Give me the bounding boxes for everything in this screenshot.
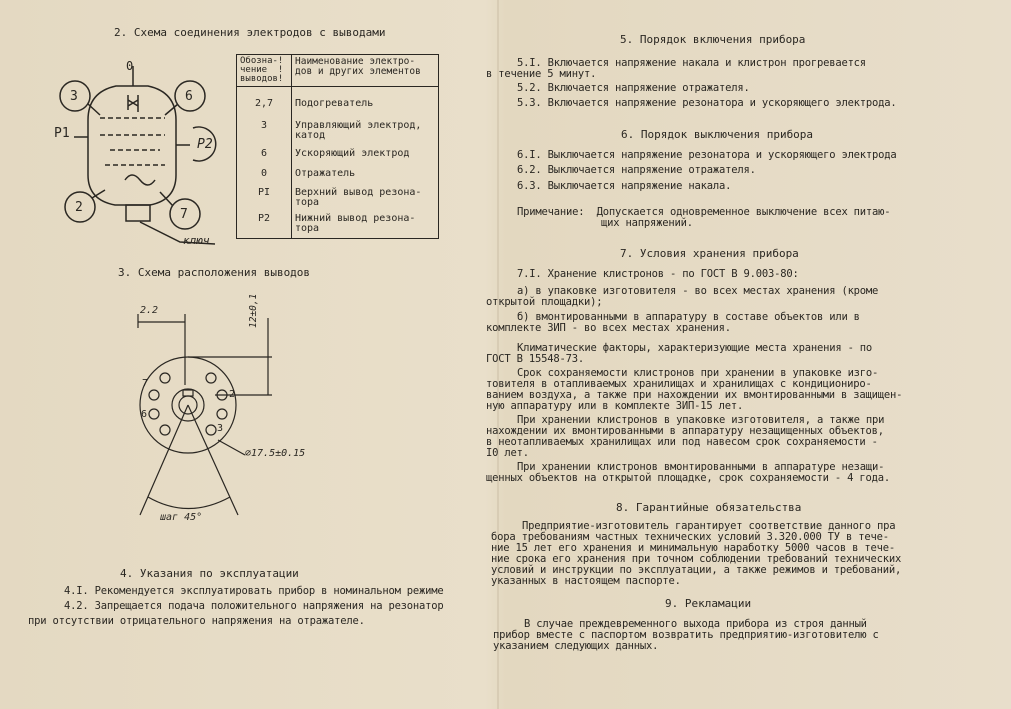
warranty-2: бора требованиям частных технических условий З.320.000 ТУ в тече- [491,531,889,543]
pin-label-3: 3 [70,89,78,104]
step-label: шаг 45° [160,512,203,523]
base-pin-6: 6 [141,409,148,420]
dim-top-label: 2.2 [140,305,159,316]
climate-1: Климатические факторы, характеризующие места хранения - по [517,342,873,354]
para-7-a1: а) в упаковке изготовителя - во всех местах хранения (кроме [517,285,879,297]
table-cell: Р2 [237,210,292,239]
para-7-b1: б) вмонтированными в аппаратуру в составе объектов или в [517,311,860,323]
claims-1: В случае преждевременного выхода прибора из строя данный [524,618,867,630]
table-cell: 3 [237,115,292,143]
section-6-title: 6. Порядок выключения прибора [621,128,814,141]
table-cell: PI [237,181,292,210]
table-row [237,87,439,116]
table-cell: Управляющий электрод, катод [292,115,439,143]
claims-2: прибор вместе с паспортом возвратить предприятию-изготовителю с [493,629,879,641]
table-cell: Подогреватель [292,87,439,116]
storage-3: в неотапливаемых хранилищах или под навесом срок сохраняемости - [486,436,878,448]
warranty-5: условий и инструкции по эксплуатации, а также режимов и требований, [491,564,902,576]
table-row [237,161,439,181]
warranty-4: ние срока его хранения при точном соблюдении требований технических [491,553,902,565]
para-7-1: 7.I. Хранение клистронов - по ГОСТ В 9.003-80: [517,268,799,280]
para-6-3: 6.3. Выключается напряжение накала. [517,180,732,192]
table-row [237,115,439,143]
warranty-3: ние 15 лет его хранения и минимальную наработку 5000 часов в тече- [491,542,896,554]
storage-2: нахождении их вмонтированными в аппаратуру незащищенных объектов, [486,425,884,437]
shelf-life-3: ванием воздуха, а также при нахождении их вмонтированными в защищен- [486,389,903,401]
warranty-6: указанных в настоящем паспорте. [491,575,681,587]
dim-diameter-label: ⌀17.5±0.15 [245,448,306,459]
table-cell: 0 [237,161,292,181]
electrode-table [236,54,439,239]
para-5-2: 5.2. Включается напряжение отражателя. [517,82,750,94]
table-cell: Верхний вывод резона- тора [292,181,439,210]
section-7-title: 7. Условия хранения прибора [620,247,799,260]
storage-1: При хранении клистронов в упаковке изготовителя, а также при [517,414,885,426]
section-3-title: 3. Схема расположения выводов [118,266,311,279]
para-6-1: 6.I. Выключается напряжение резонатора и ускоряющего электрода [517,149,897,161]
section-5-title: 5. Порядок включения прибора [620,33,806,46]
table-row [237,210,439,239]
p2-label: P2 [197,137,213,152]
table-cell: Ускоряющий электрод [292,143,439,161]
table-cell: 2,7 [237,87,292,116]
pin-label-2: 2 [75,200,83,215]
para-4-2b: при отсутствии отрицательного напряжения на отражателе. [28,615,365,627]
table-cell: Нижний вывод резона- тора [292,210,439,239]
table-row [237,143,439,161]
section-8-title: 8. Гарантийные обязательства [616,501,802,514]
table-header-cell: Наименование электро- дов и других элементов [292,55,439,87]
para-7-b2: комплекте ЗИП - во всех местах хранения. [486,322,731,334]
shelf-life-2: товителя в отапливаемых хранилищах и хранилищах с кондициониро- [486,378,872,390]
para-4-2a: 4.2. Запрещается подача положительного напряжения на резонатор [64,600,444,612]
para-7-a2: открытой площадки); [486,296,603,308]
outdoor-1: При хранении клистронов вмонтированными в аппаратуре незащи- [517,461,885,473]
para-5-3: 5.3. Включается напряжение резонатора и ускоряющего электрода. [517,97,897,109]
base-pin-7: 7 [142,378,149,389]
shelf-life-1: Срок сохраняемости клистронов при хранении в упаковке изго- [517,367,879,379]
para-4-1: 4.I. Рекомендуется эксплуатировать прибор в номинальном режиме [64,585,444,597]
pin-label-7: 7 [180,207,188,222]
para-6-2: 6.2. Выключается напряжение отражателя. [517,164,756,176]
pin-label-0: 0 [126,59,134,73]
base-pin-3: 3 [217,423,224,434]
p1-label: P1 [54,126,70,141]
key-label: ключ [183,234,210,247]
pin-label-6: 6 [185,89,193,104]
base-pin-2: 2 [229,389,236,400]
table-cell: Отражатель [292,161,439,181]
section-9-title: 9. Рекламации [665,597,752,610]
outdoor-2: щенных объектов на открытой площадке, срок сохраняемости - 4 года. [486,472,891,484]
climate-2: ГОСТ В 15548-73. [486,353,584,365]
section-4-title: 4. Указания по эксплуатации [120,567,299,580]
warranty-1: Предприятие-изготовитель гарантирует соответствие данного пра [522,520,896,532]
dim-right-label: 12±0,1 [248,293,259,328]
storage-4: I0 лет. [486,447,529,459]
para-5-1a: 5.I. Включается напряжение накала и клистрон прогревается [517,57,866,69]
para-5-1b: в течение 5 минут. [486,68,597,80]
table-cell: 6 [237,143,292,161]
table-header-cell: Обозна-! чение ! выводов! [237,55,292,87]
table-row [237,181,439,210]
note-line-1: Примечание: Допускается одновременное выключение всех питаю- [517,206,891,218]
note-line-2: щих напряжений. [601,217,693,229]
section-2-title: 2. Схема соединения электродов с выводами [114,26,386,39]
table-header [237,55,439,87]
claims-3: указанием следующих данных. [493,640,659,652]
shelf-life-4: ную аппаратуру или в комплекте ЗИП-15 лет. [486,400,744,412]
